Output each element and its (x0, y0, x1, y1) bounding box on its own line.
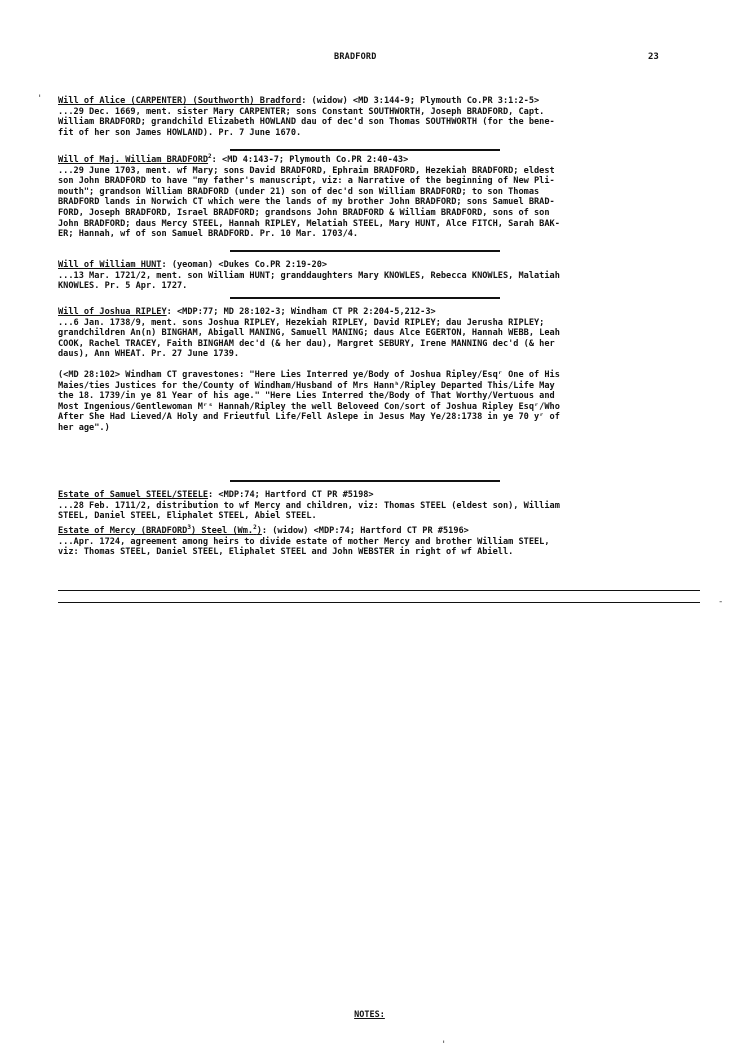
margin-mark: - (718, 597, 724, 607)
entry-line: ...Apr. 1724, agreement among heirs to divide estate of mother Mercy and brother William STEEL, (58, 536, 550, 547)
entry-line: ...28 Feb. 1711/2, distribution to wf Mercy and children, viz: Thomas STEEL (eldest son), William (58, 500, 560, 511)
entry-heading-line (58, 526, 686, 537)
entry-line: STEEL, Daniel STEEL, Eliphalet STEEL, Abiel STEEL. (58, 511, 317, 522)
entry-line: ...6 Jan. 1738/9, ment. sons Joshua RIPLEY, Hezekiah RIPLEY, David RIPLEY; dau Jerusha RIPLEY; (58, 317, 545, 328)
entry-william-hunt (58, 260, 686, 292)
entry-heading-part: ) Steel (Wm. (190, 526, 254, 536)
entry-heading-part: Estate of Mercy (BRADFORD (58, 526, 188, 536)
entry-line: John BRADFORD; daus Mercy STEEL, Hannah RIPLEY, Melatiah STEEL, Mary HUNT, Alce FITCH, Sarah BAK- (58, 218, 560, 229)
generation-superscript: 3 (187, 524, 191, 532)
entry-heading: Will of Maj. William BRADFORD (58, 155, 209, 165)
entry-line: ...29 June 1703, ment. wf Mary; sons David BRADFORD, Ephraim BRADFORD, Hezekiah BRADFORD; eldest (58, 165, 555, 176)
margin-mark: ' (441, 1040, 447, 1050)
section-separator (230, 250, 500, 252)
notes-label: NOTES: (354, 1010, 385, 1020)
entry-heading: Will of William HUNT (58, 260, 162, 270)
entry-source: : <MDP:74; Hartford CT PR #5198> (208, 490, 374, 500)
entry-source: : (yeoman) <Dukes Co.PR 2:19-20> (161, 260, 328, 270)
entry-heading-line (58, 155, 686, 166)
entry-heading-line (58, 307, 686, 318)
entry-heading: Estate of Samuel STEEL/STEELE (58, 490, 209, 500)
entry-line: viz: Thomas STEEL, Daniel STEEL, Eliphalet STEEL and John WEBSTER in right of wf Abiell. (58, 547, 514, 558)
entry-heading: Will of Alice (CARPENTER) (Southworth) Bradford (58, 96, 302, 106)
entry-william-bradford (58, 155, 686, 240)
entry-alice-bradford (58, 96, 686, 138)
generation-superscript: 2 (208, 153, 212, 161)
section-separator (230, 149, 500, 151)
gravestone-note-line: Maies/ties Justices for the/County of Windham/Husband of Mrs Hannʰ/Ripley Departed This/Life May (58, 380, 555, 391)
entry-heading-line (58, 490, 686, 501)
entry-heading-line (58, 96, 686, 107)
entry-line: ...13 Mar. 1721/2, ment. son William HUNT; granddaughters Mary KNOWLES, Rebecca KNOWLES, Malatiah (58, 270, 560, 281)
notes-rule-bottom (58, 602, 700, 603)
section-separator (230, 297, 500, 299)
entry-source: : <MD 4:143-7; Plymouth Co.PR 2:40-43> (211, 155, 409, 165)
entry-samuel-steel (58, 490, 686, 522)
entry-line: William BRADFORD; grandchild Elizabeth HOWLAND dau of dec'd son Thomas SOUTHWORTH (for the bene- (58, 117, 555, 128)
entry-line: ...29 Dec. 1669, ment. sister Mary CARPENTER; sons Constant SOUTHWORTH, Joseph BRADFORD, Capt. (58, 106, 545, 117)
entry-heading-part: ) (256, 526, 262, 536)
entry-source: : (widow) <MDP:74; Hartford CT PR #5196> (261, 526, 469, 536)
entry-heading (58, 526, 262, 536)
running-head: BRADFORD (334, 52, 377, 62)
entry-line: son John BRADFORD to have "my father's manuscript, viz: a Narrative of the beginning of New Pli- (58, 176, 555, 187)
entry-line: daus), Ann WHEAT. Pr. 27 June 1739. (58, 349, 240, 360)
entry-line: FORD, Joseph BRADFORD, Israel BRADFORD; grandsons John BRADFORD & William BRADFORD, sons of son (58, 207, 550, 218)
page-header (0, 52, 739, 66)
entry-line: fit of her son James HOWLAND). Pr. 7 June 1670. (58, 127, 302, 138)
entry-line: KNOWLES. Pr. 5 Apr. 1727. (58, 281, 188, 292)
entry-source: : (widow) <MD 3:144-9; Plymouth Co.PR 3:1:2-5> (301, 96, 540, 106)
gravestone-note-line: her age".) (58, 422, 110, 433)
entry-heading: Will of Joshua RIPLEY (58, 307, 167, 317)
entry-line: ER; Hannah, wf of son Samuel BRADFORD. Pr. 10 Mar. 1703/4. (58, 229, 359, 240)
entry-line: COOK, Rachel TRACEY, Faith BINGHAM dec'd (& her dau), Margret SEBURY, Irene MANNING dec'd (& her (58, 338, 555, 349)
entry-source: : <MDP:77; MD 28:102-3; Windham CT PR 2:204-5,212-3> (166, 307, 436, 317)
generation-superscript: 2 (253, 524, 257, 532)
notes-rule-top (58, 590, 700, 591)
entry-mercy-steel (58, 526, 686, 558)
section-separator (230, 480, 500, 482)
entry-line: grandchildren An(n) BINGHAM, Abigall MANING, Samuell MANING; daus Alce EGERTON, Hannah WEBB, Leah (58, 328, 560, 339)
margin-mark: ' (37, 94, 43, 104)
entry-line: mouth"; grandson William BRADFORD (under 21) son of dec'd son William BRADFORD; to son Thomas (58, 186, 540, 197)
gravestone-note-line: (<MD 28:102> Windham CT gravestones: "Here Lies Interred ye/Body of Joshua Ripley/Esqʳ One of His (58, 369, 560, 380)
entry-joshua-ripley (58, 307, 686, 434)
notes-section (0, 1010, 739, 1020)
page-number: 23 (648, 52, 659, 62)
entry-heading-line (58, 260, 686, 271)
gravestone-note-line: After She Had Lieved/A Holy and Frieutful Life/Fell Aslepe in Jesus May Ye/28:1738 in ye 70 yʳ of (58, 412, 560, 423)
gravestone-note-line: the 18. 1739/in ye 81 Year of his age." "Here Lies Interred the/Body of That Worthy/Vertuous and (58, 391, 555, 402)
entry-line: BRADFORD lands in Norwich CT which were the lands of my brother John BRADFORD; sons Samuel BRAD- (58, 197, 555, 208)
gravestone-note-line: Most Ingenious/Gentlewoman Mʳˢ Hannah/Ripley the well Beloveed Con/sort of Joshua Ripley Esqʳ/Who (58, 401, 560, 412)
